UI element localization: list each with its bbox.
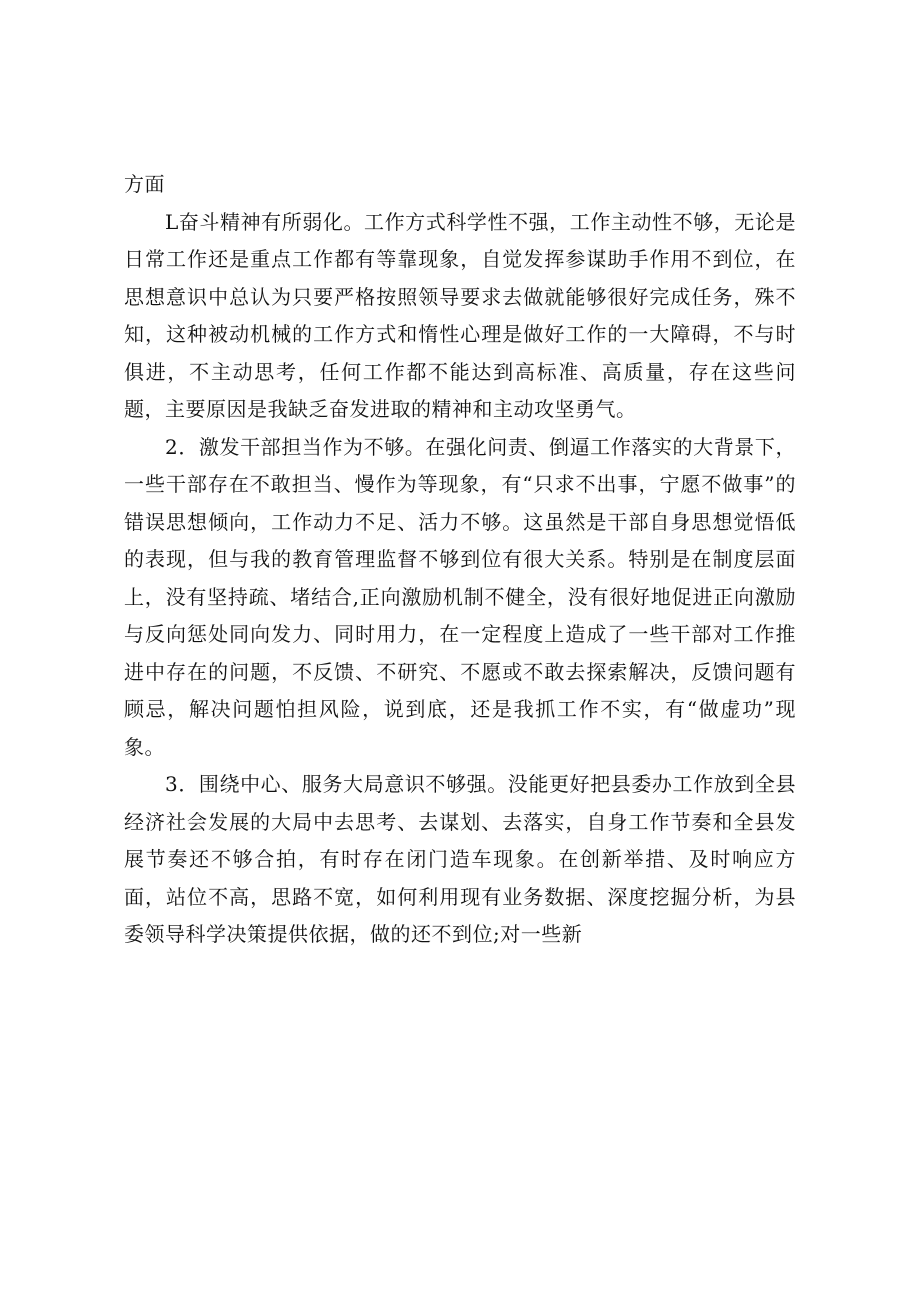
paragraph-item-3: 3．围绕中心、服务大局意识不够强。没能更好把县委办工作放到全县经济社会发展的大局中去思考、去谋划、去落实，自身工作节奏和全县发展节奏还不够合拍，有时存在闭门造车现象。在创新举措、及时响应方面，站位不高，思路不宽，如何利用现有业务数据、深度挖掘分析，为县委领导科学决策提供依据，做的还不到位;对一些新 <box>124 772 796 946</box>
paragraph-item-2: 2．激发干部担当作为不够。在强化问责、倒逼工作落实的大背景下，一些干部存在不敢担当、慢作为等现象，有“只求不出事，宁愿不做事”的错误思想倾向，工作动力不足、活力不够。这虽然是干部自身思想觉悟低的表现，但与我的教育管理监督不够到位有很大关系。特别是在制度层面上，没有坚持疏、堵结合,正向激励机制不健全，没有很好地促进正向激励与反向惩处同向发力、同时用力，在一定程度上造成了一些干部对工作推进中存在的问题，不反馈、不研究、不愿或不敢去探索解决，反馈问题有顾忌，解决问题怕担风险，说到底，还是我抓工作不实，有“做虚功”现象。 <box>124 434 796 759</box>
paragraph-continuation: 方面 <box>124 172 165 196</box>
document-body <box>124 166 796 954</box>
paragraph-item-1: L奋斗精神有所弱化。工作方式科学性不强，工作主动性不够，无论是日常工作还是重点工作都有等靠现象，自觉发挥参谋助手作用不到位，在思想意识中总认为只要严格按照领导要求去做就能够很好完成任务，殊不知，这种被动机械的工作方式和惰性心理是做好工作的一大障碍，不与时俱进，不主动思考，任何工作都不能达到高标准、高质量，存在这些问题，主要原因是我缺乏奋发进取的精神和主动攻坚勇气。 <box>124 209 796 421</box>
